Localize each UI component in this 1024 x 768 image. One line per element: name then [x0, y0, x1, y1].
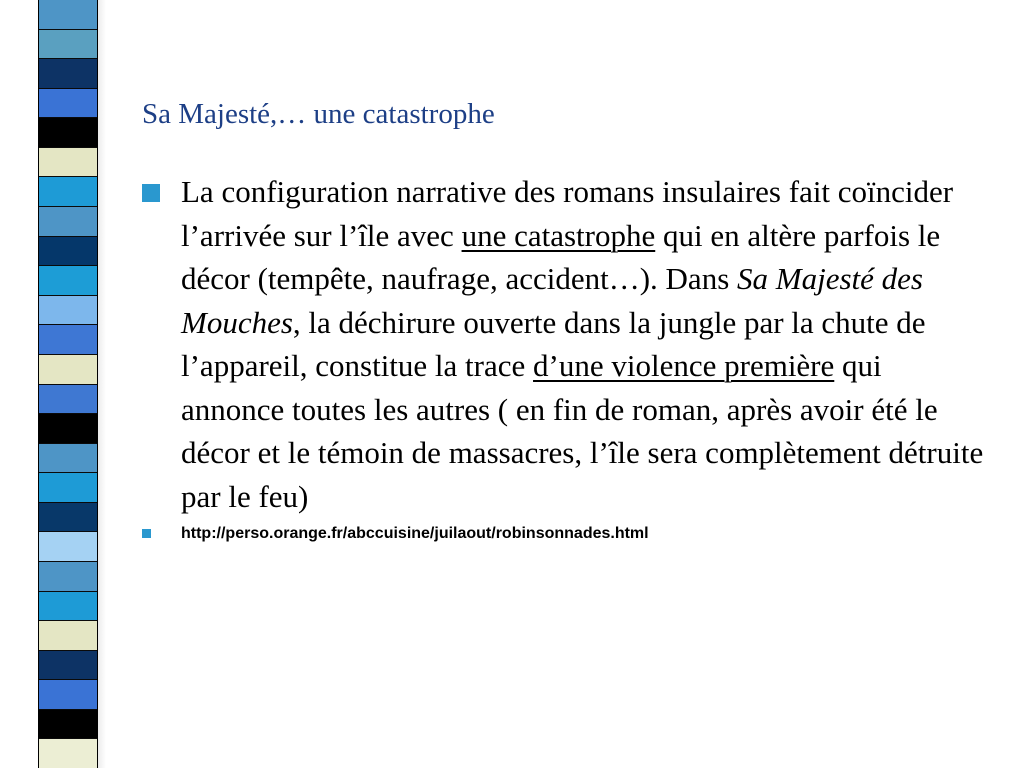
decorative-stripe-column: [38, 0, 98, 768]
stripe-band: [39, 414, 97, 444]
bullet-item-link: [142, 524, 992, 544]
stripe-band: [39, 385, 97, 415]
stripe-band: [39, 503, 97, 533]
stripe-band: [39, 325, 97, 355]
stripe-band: [39, 473, 97, 503]
stripe-band: [39, 177, 97, 207]
stripe-band: [39, 739, 97, 768]
stripe-band: [39, 562, 97, 592]
stripe-band: [39, 266, 97, 296]
stripe-band: [39, 89, 97, 119]
stripe-band: [39, 237, 97, 267]
text-segment: La configuration narrative des romans insulaires fait coïncider l’arrivée sur l’île avec: [181, 174, 954, 253]
stripe-band: [39, 532, 97, 562]
bullet-text: [181, 170, 992, 518]
stripe-band: [39, 0, 97, 30]
bullet-item-main: [142, 170, 992, 518]
stripe-band: [39, 30, 97, 60]
stripe-band: [39, 296, 97, 326]
italic-book-title: Sa Majesté des Mouches: [181, 261, 923, 340]
slide-title: Sa Majesté,… une catastrophe: [142, 98, 495, 130]
square-bullet-icon: [142, 529, 151, 538]
stripe-band: [39, 355, 97, 385]
stripe-band: [39, 710, 97, 740]
underlined-text: une catastrophe: [461, 217, 656, 253]
square-bullet-icon: [142, 184, 160, 202]
stripe-band: [39, 207, 97, 237]
underlined-text: d’une violence première: [533, 348, 835, 383]
text-segment: , la déchirure ouverte dans la jungle par la chute de l’appareil, constitue la trace: [181, 304, 926, 383]
url-link[interactable]: http://perso.orange.fr/abccuisine/juilaout/robinsonnades.html: [181, 525, 649, 542]
slide-content: [142, 170, 992, 544]
stripe-band: [39, 148, 97, 178]
stripe-band: [39, 621, 97, 651]
text-segment: qui en altère parfois le décor (tempête, naufrage, accident…). Dans: [181, 217, 941, 296]
stripe-band: [39, 118, 97, 148]
stripe-band: [39, 680, 97, 710]
stripe-band: [39, 592, 97, 622]
text-segment: qui annonce toutes les autres ( en fin de roman, après avoir été le décor et le témoin de massacres, l’île sera complètement détruite par le feu): [181, 348, 984, 514]
stripe-band: [39, 59, 97, 89]
stripe-band: [39, 444, 97, 474]
stripe-band: [39, 651, 97, 681]
